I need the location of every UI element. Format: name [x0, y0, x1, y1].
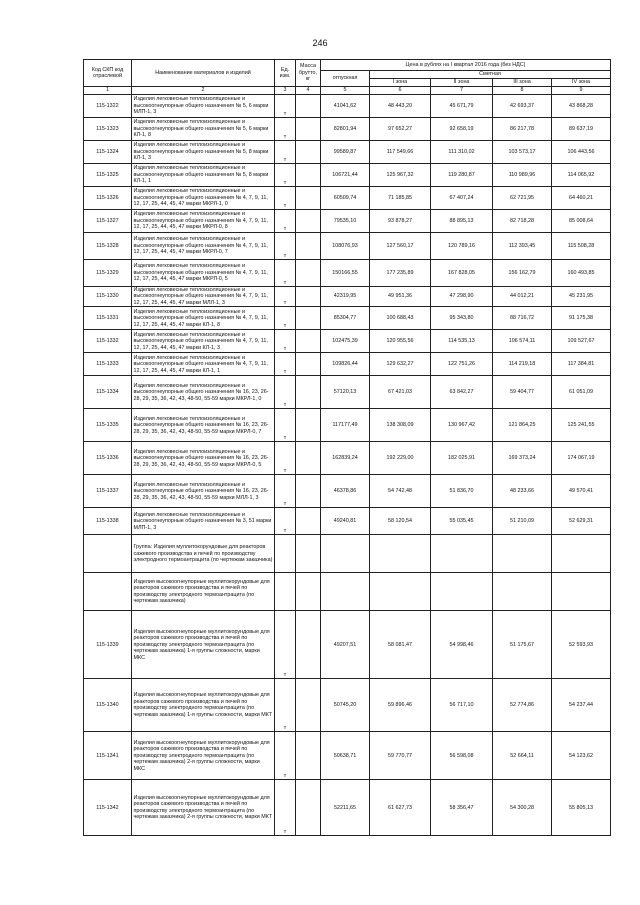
- row-zone-2-price: 119 280,87: [431, 164, 493, 187]
- row-zone-3-price: 42 693,37: [493, 95, 552, 118]
- row-mass: [296, 732, 321, 780]
- row-name: Изделия высокоогнеупорные муллитокорундовые для реакторов сажевого производства и печей по производству электродного термоантрацита (по чертежам заказчика) 1-я группы сложности, марки МКТ: [132, 679, 275, 732]
- row-selling-price: [321, 573, 370, 611]
- row-zone-3-price: 48 233,66: [493, 475, 552, 508]
- row-code: 115-1338: [84, 508, 132, 535]
- row-name: Изделия высокоогнеупорные муллитокорундовые для реакторов сажевого производства и печей по производству электродного термоантрацита (по чертежам заказчика) 1-я группы сложности, марки МКС: [132, 611, 275, 679]
- table-row: [84, 475, 611, 508]
- row-unit: [275, 573, 296, 611]
- row-zone-4-price: 109 527,67: [552, 330, 611, 353]
- row-selling-price: 52211,65: [321, 780, 370, 836]
- table-body: [84, 95, 611, 836]
- table-row: [84, 210, 611, 233]
- row-name: Изделия легковесные теплоизоляционные и высокоогнеупорные общего назначения № 4, 7, 9, 11, 12, 17, 25, 44, 45, 47 марки КЛ-1, 1: [132, 353, 275, 376]
- row-mass: [296, 95, 321, 118]
- row-selling-price: 162839,24: [321, 442, 370, 475]
- header-mass: Масса брутто, кг: [296, 60, 321, 87]
- row-unit: т: [275, 164, 296, 187]
- row-zone-3-price: 51 210,09: [493, 508, 552, 535]
- row-code: 115-1341: [84, 732, 132, 780]
- row-mass: [296, 353, 321, 376]
- row-mass: [296, 260, 321, 287]
- row-zone-4-price: 52 629,31: [552, 508, 611, 535]
- table-row: [84, 442, 611, 475]
- row-code: 115-1328: [84, 233, 132, 260]
- row-zone-1-price: 61 627,73: [370, 780, 431, 836]
- row-code: 115-1330: [84, 287, 132, 307]
- row-mass: [296, 187, 321, 210]
- row-zone-3-price: [493, 535, 552, 573]
- row-name: Изделия легковесные теплоизоляционные и высокоогнеупорные общего назначения № 4, 7, 9, 11, 12, 17, 25, 44, 45, 47 марки КЛ-1, 3: [132, 330, 275, 353]
- row-unit: т: [275, 187, 296, 210]
- row-unit: т: [275, 611, 296, 679]
- header-unit: Ед. изм.: [275, 60, 296, 87]
- row-zone-4-price: 54 123,62: [552, 732, 611, 780]
- table-row: [84, 187, 611, 210]
- row-zone-1-price: 120 955,56: [370, 330, 431, 353]
- row-name: Изделия легковесные теплоизоляционные и высокоогнеупорные общего назначения № 4, 7, 9, 11, 12, 17, 25, 44, 45, 47 марки МКРЛ-1, 0: [132, 187, 275, 210]
- row-code: 115-1326: [84, 187, 132, 210]
- row-unit: т: [275, 508, 296, 535]
- row-selling-price: 42319,95: [321, 287, 370, 307]
- row-zone-3-price: 82 718,28: [493, 210, 552, 233]
- row-zone-2-price: [431, 573, 493, 611]
- header-zone-4: IV зона: [552, 79, 611, 87]
- table-row: [84, 141, 611, 164]
- row-zone-4-price: 85 008,64: [552, 210, 611, 233]
- row-code: 115-1337: [84, 475, 132, 508]
- row-name: Изделия легковесные теплоизоляционные и высокоогнеупорные общего назначения № 5, 8 марки КЛ-1, 3: [132, 141, 275, 164]
- row-zone-2-price: 92 658,19: [431, 118, 493, 141]
- row-zone-2-price: 55 035,45: [431, 508, 493, 535]
- column-number: 7: [431, 87, 493, 95]
- row-name: Изделия легковесные теплоизоляционные и высокоогнеупорные общего назначения № 5, 6 марки МЛП-1, 3: [132, 95, 275, 118]
- table-row: [84, 233, 611, 260]
- table-row: [84, 330, 611, 353]
- row-unit: [275, 535, 296, 573]
- row-selling-price: 150166,55: [321, 260, 370, 287]
- row-zone-1-price: 67 421,03: [370, 376, 431, 409]
- row-zone-3-price: [493, 573, 552, 611]
- row-selling-price: 102475,39: [321, 330, 370, 353]
- row-selling-price: 109826,44: [321, 353, 370, 376]
- row-zone-2-price: 114 535,13: [431, 330, 493, 353]
- row-selling-price: 60509,74: [321, 187, 370, 210]
- row-mass: [296, 287, 321, 307]
- row-mass: [296, 475, 321, 508]
- row-zone-2-price: 63 842,27: [431, 376, 493, 409]
- row-zone-3-price: 114 219,18: [493, 353, 552, 376]
- row-zone-3-price: 106 574,11: [493, 330, 552, 353]
- row-name: Изделия легковесные теплоизоляционные и высокоогнеупорные общего назначения № 16, 23, 26-28, 29, 35, 36, 42, 43, 48-50, 55-59 марки МКРЛ-0, 7: [132, 409, 275, 442]
- row-name: Изделия легковесные теплоизоляционные и высокоогнеупорные общего назначения № 16, 23, 26-28, 29, 35, 36, 42, 43, 48-50, 55-59 марки МКРЛ-1, 0: [132, 376, 275, 409]
- row-zone-2-price: 54 998,46: [431, 611, 493, 679]
- row-zone-4-price: 45 231,95: [552, 287, 611, 307]
- row-zone-2-price: 111 310,02: [431, 141, 493, 164]
- row-zone-4-price: 117 384,81: [552, 353, 611, 376]
- table-row: [84, 353, 611, 376]
- row-code: 115-1332: [84, 330, 132, 353]
- row-zone-4-price: 43 868,28: [552, 95, 611, 118]
- row-mass: [296, 409, 321, 442]
- row-zone-3-price: 103 573,17: [493, 141, 552, 164]
- row-zone-3-price: 121 864,25: [493, 409, 552, 442]
- row-mass: [296, 535, 321, 573]
- row-unit: т: [275, 780, 296, 836]
- row-zone-4-price: 91 175,38: [552, 307, 611, 330]
- header-zone-3: III зона: [493, 79, 552, 87]
- row-zone-1-price: 59 896,46: [370, 679, 431, 732]
- column-number: 1: [84, 87, 132, 95]
- row-zone-4-price: 52 593,93: [552, 611, 611, 679]
- row-zone-2-price: 120 789,16: [431, 233, 493, 260]
- row-zone-3-price: 51 175,67: [493, 611, 552, 679]
- header-zone-1: I зона: [370, 79, 431, 87]
- row-selling-price: 117177,49: [321, 409, 370, 442]
- row-zone-1-price: [370, 535, 431, 573]
- price-table: [83, 59, 611, 836]
- row-code: 115-1335: [84, 409, 132, 442]
- row-selling-price: 50638,71: [321, 732, 370, 780]
- row-zone-4-price: [552, 573, 611, 611]
- table-row: [84, 287, 611, 307]
- row-zone-4-price: [552, 535, 611, 573]
- row-unit: т: [275, 307, 296, 330]
- row-zone-1-price: 49 951,36: [370, 287, 431, 307]
- row-zone-2-price: 95 343,80: [431, 307, 493, 330]
- row-name: Изделия высокоогнеупорные муллитокорундовые для реакторов сажевого производства и печей по производству электродного термоантрацита (по чертежам заказчика) 2-я группы сложности, марки МКС: [132, 732, 275, 780]
- row-zone-3-price: 156 162,79: [493, 260, 552, 287]
- table-row: [84, 573, 611, 611]
- row-name: Изделия легковесные теплоизоляционные и высокоогнеупорные общего назначения № 4, 7, 9, 11, 12, 17, 25, 44, 45, 47 марки МКРЛ-0, 7: [132, 233, 275, 260]
- row-zone-4-price: 89 637,19: [552, 118, 611, 141]
- row-zone-2-price: [431, 535, 493, 573]
- row-name: Изделия легковесные теплоизоляционные и высокоогнеупорные общего назначения № 5, 8 марки КЛ-1, 1: [132, 164, 275, 187]
- row-code: 115-1329: [84, 260, 132, 287]
- row-code: 115-1323: [84, 118, 132, 141]
- row-mass: [296, 118, 321, 141]
- row-name: Группа: Изделия муллитокорундовые для реакторов сажевого производства и печей по производству электродного термоантрацита (по чертежам заказчика): [132, 535, 275, 573]
- row-zone-1-price: 177 235,89: [370, 260, 431, 287]
- row-name: Изделия легковесные теплоизоляционные и высокоогнеупорные общего назначения № 5, 6 марки КЛ-1, 8: [132, 118, 275, 141]
- row-zone-2-price: 56 717,10: [431, 679, 493, 732]
- row-selling-price: 108076,93: [321, 233, 370, 260]
- table-row: [84, 535, 611, 573]
- row-code: 115-1325: [84, 164, 132, 187]
- row-unit: т: [275, 95, 296, 118]
- column-number: 2: [132, 87, 275, 95]
- row-selling-price: 46378,86: [321, 475, 370, 508]
- row-zone-2-price: 122 751,26: [431, 353, 493, 376]
- row-code: 115-1322: [84, 95, 132, 118]
- row-mass: [296, 307, 321, 330]
- row-mass: [296, 210, 321, 233]
- row-zone-4-price: 160 493,85: [552, 260, 611, 287]
- row-mass: [296, 233, 321, 260]
- column-number: 4: [296, 87, 321, 95]
- row-zone-1-price: 129 632,27: [370, 353, 431, 376]
- row-zone-2-price: 58 356,47: [431, 780, 493, 836]
- row-zone-3-price: 110 989,96: [493, 164, 552, 187]
- row-selling-price: 79535,10: [321, 210, 370, 233]
- row-mass: [296, 679, 321, 732]
- row-unit: т: [275, 409, 296, 442]
- row-zone-4-price: 61 051,09: [552, 376, 611, 409]
- row-zone-4-price: 174 067,19: [552, 442, 611, 475]
- row-zone-3-price: 59 404,77: [493, 376, 552, 409]
- row-zone-3-price: 169 373,24: [493, 442, 552, 475]
- row-zone-1-price: 58 081,47: [370, 611, 431, 679]
- row-zone-4-price: 115 508,28: [552, 233, 611, 260]
- row-name: Изделия легковесные теплоизоляционные и высокоогнеупорные общего назначения № 4, 7, 9, 11, 12, 17, 25, 44, 45, 47 марки КЛ-1, 8: [132, 307, 275, 330]
- row-mass: [296, 780, 321, 836]
- row-zone-1-price: 58 120,54: [370, 508, 431, 535]
- row-zone-1-price: 71 185,85: [370, 187, 431, 210]
- row-zone-2-price: 67 407,24: [431, 187, 493, 210]
- row-unit: т: [275, 233, 296, 260]
- row-mass: [296, 141, 321, 164]
- column-number-row: [84, 87, 611, 95]
- row-zone-2-price: 56 598,08: [431, 732, 493, 780]
- row-unit: т: [275, 475, 296, 508]
- row-selling-price: 41041,62: [321, 95, 370, 118]
- row-name: Изделия легковесные теплоизоляционные и высокоогнеупорные общего назначения № 16, 23, 26-28, 29, 35, 36, 42, 43, 48-50, 55-59 марки МЛЛ-1, 3: [132, 475, 275, 508]
- row-name: Изделия высокоогнеупорные муллитокорундовые для реакторов сажевого производства и печей по производству электродного термоантрацита (по чертежам заказчика) 2-я группы сложности, марки МКТ: [132, 780, 275, 836]
- row-selling-price: 99589,87: [321, 141, 370, 164]
- row-unit: т: [275, 287, 296, 307]
- table-row: [84, 780, 611, 836]
- row-mass: [296, 611, 321, 679]
- row-unit: т: [275, 118, 296, 141]
- header-name: Наименование материалов и изделий: [132, 60, 275, 87]
- header-estimate: Сметная: [370, 71, 611, 79]
- row-code: 115-1336: [84, 442, 132, 475]
- page-number: 246: [312, 38, 328, 48]
- row-mass: [296, 164, 321, 187]
- table-header: [84, 60, 611, 95]
- row-name: Изделия легковесные теплоизоляционные и высокоогнеупорные общего назначения № 4, 7, 9, 11, 12, 17, 25, 44, 45, 47 марки МКРЛ-0, 5: [132, 260, 275, 287]
- row-selling-price: 57120,13: [321, 376, 370, 409]
- table-row: [84, 732, 611, 780]
- row-zone-1-price: 48 443,20: [370, 95, 431, 118]
- row-zone-3-price: 62 721,95: [493, 187, 552, 210]
- row-name: Изделия легковесные теплоизоляционные и высокоогнеупорные общего назначения № 4, 7, 9, 11, 12, 17, 25, 44, 45, 47 марки МЛЛ-1, 3: [132, 287, 275, 307]
- header-code: Код СКП код отраслевой: [84, 60, 132, 87]
- table-row: [84, 679, 611, 732]
- row-zone-4-price: 106 443,56: [552, 141, 611, 164]
- table-row: [84, 307, 611, 330]
- row-zone-1-price: 117 549,66: [370, 141, 431, 164]
- row-zone-2-price: 45 671,79: [431, 95, 493, 118]
- row-code: 115-1339: [84, 611, 132, 679]
- row-selling-price: 82801,94: [321, 118, 370, 141]
- table-row: [84, 260, 611, 287]
- row-unit: т: [275, 141, 296, 164]
- row-code: 115-1342: [84, 780, 132, 836]
- row-zone-4-price: 125 241,55: [552, 409, 611, 442]
- row-unit: т: [275, 732, 296, 780]
- row-zone-3-price: 112 393,45: [493, 233, 552, 260]
- row-code: [84, 573, 132, 611]
- row-zone-4-price: 64 460,21: [552, 187, 611, 210]
- row-selling-price: 50745,20: [321, 679, 370, 732]
- row-code: 115-1333: [84, 353, 132, 376]
- row-zone-4-price: 54 237,44: [552, 679, 611, 732]
- row-zone-2-price: 130 967,42: [431, 409, 493, 442]
- column-number: 8: [493, 87, 552, 95]
- row-mass: [296, 442, 321, 475]
- table-row: [84, 118, 611, 141]
- row-zone-1-price: 125 967,32: [370, 164, 431, 187]
- row-name: Изделия легковесные теплоизоляционные и высокоогнеупорные общего назначения № 3, 51 марки МЛП-1, 3: [132, 508, 275, 535]
- table-row: [84, 508, 611, 535]
- table-row: [84, 409, 611, 442]
- row-zone-2-price: 88 895,13: [431, 210, 493, 233]
- row-selling-price: 49207,51: [321, 611, 370, 679]
- row-mass: [296, 508, 321, 535]
- row-zone-1-price: 54 742,48: [370, 475, 431, 508]
- row-name: Изделия легковесные теплоизоляционные и высокоогнеупорные общего назначения № 4, 7, 9, 11, 12, 17, 25, 44, 45, 47 марки МКРЛ-0, 8: [132, 210, 275, 233]
- row-zone-2-price: 47 298,90: [431, 287, 493, 307]
- row-zone-1-price: [370, 573, 431, 611]
- row-zone-3-price: 86 217,78: [493, 118, 552, 141]
- row-code: 115-1334: [84, 376, 132, 409]
- row-selling-price: [321, 535, 370, 573]
- row-zone-4-price: 55 805,13: [552, 780, 611, 836]
- row-zone-1-price: 97 652,27: [370, 118, 431, 141]
- row-zone-1-price: 100 688,43: [370, 307, 431, 330]
- row-zone-3-price: 52 774,86: [493, 679, 552, 732]
- row-zone-4-price: 114 065,92: [552, 164, 611, 187]
- column-number: 5: [321, 87, 370, 95]
- column-number: 6: [370, 87, 431, 95]
- row-zone-3-price: 88 716,72: [493, 307, 552, 330]
- column-number: 3: [275, 87, 296, 95]
- row-mass: [296, 330, 321, 353]
- row-unit: т: [275, 210, 296, 233]
- row-zone-4-price: 49 570,41: [552, 475, 611, 508]
- row-mass: [296, 573, 321, 611]
- row-code: 115-1324: [84, 141, 132, 164]
- row-code: [84, 535, 132, 573]
- table-row: [84, 164, 611, 187]
- header-selling: отпускная: [321, 71, 370, 87]
- row-unit: т: [275, 353, 296, 376]
- row-selling-price: 49240,81: [321, 508, 370, 535]
- row-zone-1-price: 59 770,77: [370, 732, 431, 780]
- row-code: 115-1340: [84, 679, 132, 732]
- table-row: [84, 95, 611, 118]
- row-zone-1-price: 93 878,27: [370, 210, 431, 233]
- row-zone-2-price: 167 828,05: [431, 260, 493, 287]
- row-unit: т: [275, 260, 296, 287]
- row-name: Изделия высокоогнеупорные муллитокорундовые для реакторов сажевого производства и печей по производству электродного термоантрацита (по чертежам заказчика): [132, 573, 275, 611]
- row-selling-price: 106721,44: [321, 164, 370, 187]
- row-zone-2-price: 182 025,91: [431, 442, 493, 475]
- row-selling-price: 85304,77: [321, 307, 370, 330]
- row-unit: т: [275, 679, 296, 732]
- row-zone-2-price: 51 836,70: [431, 475, 493, 508]
- row-code: 115-1331: [84, 307, 132, 330]
- row-zone-3-price: 54 300,28: [493, 780, 552, 836]
- row-mass: [296, 376, 321, 409]
- row-zone-1-price: 192 229,00: [370, 442, 431, 475]
- row-code: 115-1327: [84, 210, 132, 233]
- row-unit: т: [275, 442, 296, 475]
- row-name: Изделия легковесные теплоизоляционные и высокоогнеупорные общего назначения № 16, 23, 26-28, 29, 35, 36, 42, 43, 48-50, 55-59 марки МКРЛ-0, 5: [132, 442, 275, 475]
- header-zone-2: II зона: [431, 79, 493, 87]
- column-number: 9: [552, 87, 611, 95]
- row-unit: т: [275, 330, 296, 353]
- row-unit: т: [275, 376, 296, 409]
- header-price-group: Цена в рублях на I квартал 2016 года (без НДС): [321, 60, 611, 71]
- table-row: [84, 611, 611, 679]
- row-zone-1-price: 138 308,09: [370, 409, 431, 442]
- row-zone-3-price: 44 012,21: [493, 287, 552, 307]
- table-row: [84, 376, 611, 409]
- row-zone-3-price: 52 664,11: [493, 732, 552, 780]
- row-zone-1-price: 127 560,17: [370, 233, 431, 260]
